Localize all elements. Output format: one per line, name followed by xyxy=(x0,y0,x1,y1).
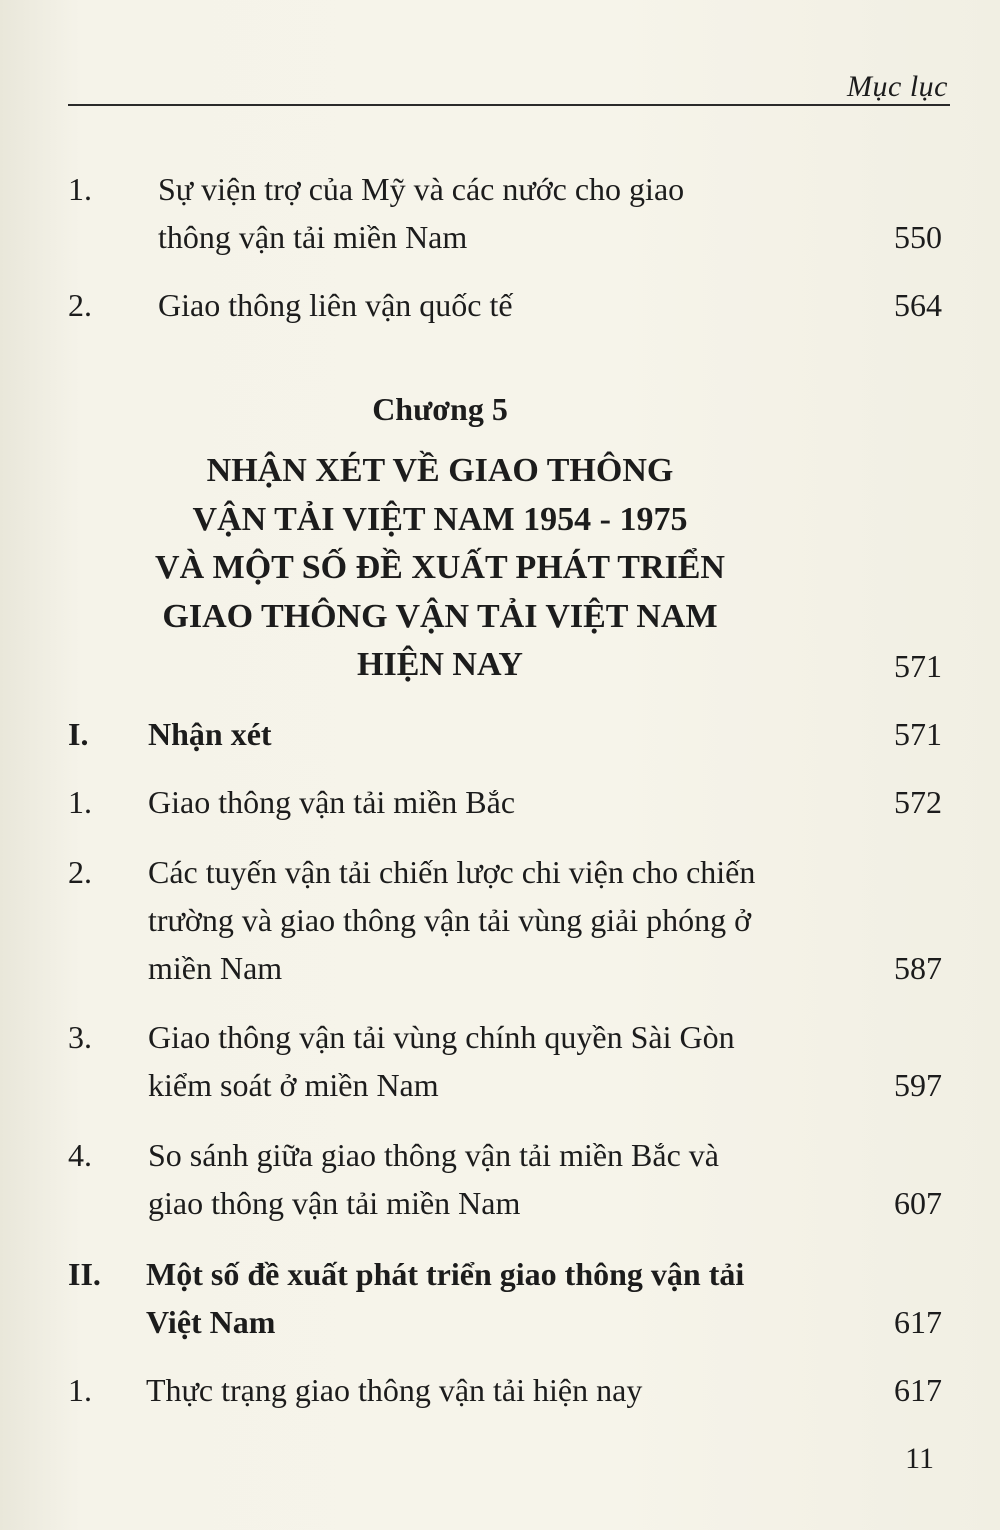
entry-title-line: giao thông vận tải miền Nam xyxy=(148,1185,521,1221)
entry-title xyxy=(158,281,818,329)
section-page-number: 571 xyxy=(894,716,942,752)
entry-title-line: So sánh giữa giao thông vận tải miền Bắc và xyxy=(148,1137,719,1173)
entry-title-line: Các tuyến vận tải chiến lược chi viện cho chiến xyxy=(148,854,756,890)
chapter-title-line: HIỆN NAY xyxy=(357,646,523,683)
entry-number: 1. xyxy=(68,1372,92,1408)
entry-title-line: Giao thông vận tải miền Bắc xyxy=(148,784,516,820)
section-title xyxy=(148,710,808,758)
entry-title xyxy=(158,165,818,261)
section-title-line: Nhận xét xyxy=(148,716,272,752)
entry-title-line: miền Nam xyxy=(148,950,283,986)
entry-title xyxy=(148,1131,808,1227)
entry-title xyxy=(148,848,808,992)
chapter-title-line: VÀ MỘT SỐ ĐỀ XUẤT PHÁT TRIỂN xyxy=(155,549,725,586)
chapter-title xyxy=(120,447,760,690)
entry-title-line: Sự viện trợ của Mỹ và các nước cho giao xyxy=(158,171,685,207)
entry-title xyxy=(148,778,808,826)
folio-page-number: 11 xyxy=(905,1442,934,1475)
chapter-title-line: NHẬN XÉT VỀ GIAO THÔNG xyxy=(206,452,674,489)
entry-page-number: 572 xyxy=(894,784,942,820)
entry-page-number: 607 xyxy=(894,1185,942,1221)
section-page-number: 617 xyxy=(894,1304,942,1340)
section-title-line: Một số đề xuất phát triển giao thông vận tải xyxy=(146,1256,745,1292)
header-rule xyxy=(68,104,950,106)
section-title xyxy=(146,1250,806,1346)
entry-number: 4. xyxy=(68,1137,92,1173)
entry-page-number: 617 xyxy=(894,1372,942,1408)
entry-page-number: 587 xyxy=(894,950,942,986)
running-head: Mục lục xyxy=(847,70,948,103)
entry-number: 2. xyxy=(68,854,92,890)
chapter-label: Chương 5 xyxy=(372,391,508,427)
entry-title-line: thông vận tải miền Nam xyxy=(158,219,468,255)
entry-title xyxy=(148,1013,808,1109)
entry-number: 1. xyxy=(68,171,92,207)
entry-page-number: 597 xyxy=(894,1067,942,1103)
entry-number: 2. xyxy=(68,287,92,323)
entry-title-line: trường và giao thông vận tải vùng giải phóng ở xyxy=(148,902,752,938)
section-number: II. xyxy=(68,1256,101,1292)
chapter-page-number: 571 xyxy=(894,648,942,684)
entry-title xyxy=(146,1366,806,1414)
entry-number: 3. xyxy=(68,1019,92,1055)
entry-title-line: kiểm soát ở miền Nam xyxy=(148,1067,439,1103)
chapter-title-line: GIAO THÔNG VẬN TẢI VIỆT NAM xyxy=(162,597,718,635)
section-number: I. xyxy=(68,716,89,752)
entry-number: 1. xyxy=(68,784,92,820)
entry-page-number: 550 xyxy=(894,219,942,255)
entry-title-line: Thực trạng giao thông vận tải hiện nay xyxy=(146,1372,643,1408)
section-title-line: Việt Nam xyxy=(146,1304,276,1340)
entry-page-number: 564 xyxy=(894,287,942,323)
chapter-title-line: VẬN TẢI VIỆT NAM 1954 - 1975 xyxy=(192,500,688,538)
entry-title-line: Giao thông liên vận quốc tế xyxy=(158,287,513,323)
entry-title-line: Giao thông vận tải vùng chính quyền Sài Gòn xyxy=(148,1019,735,1055)
